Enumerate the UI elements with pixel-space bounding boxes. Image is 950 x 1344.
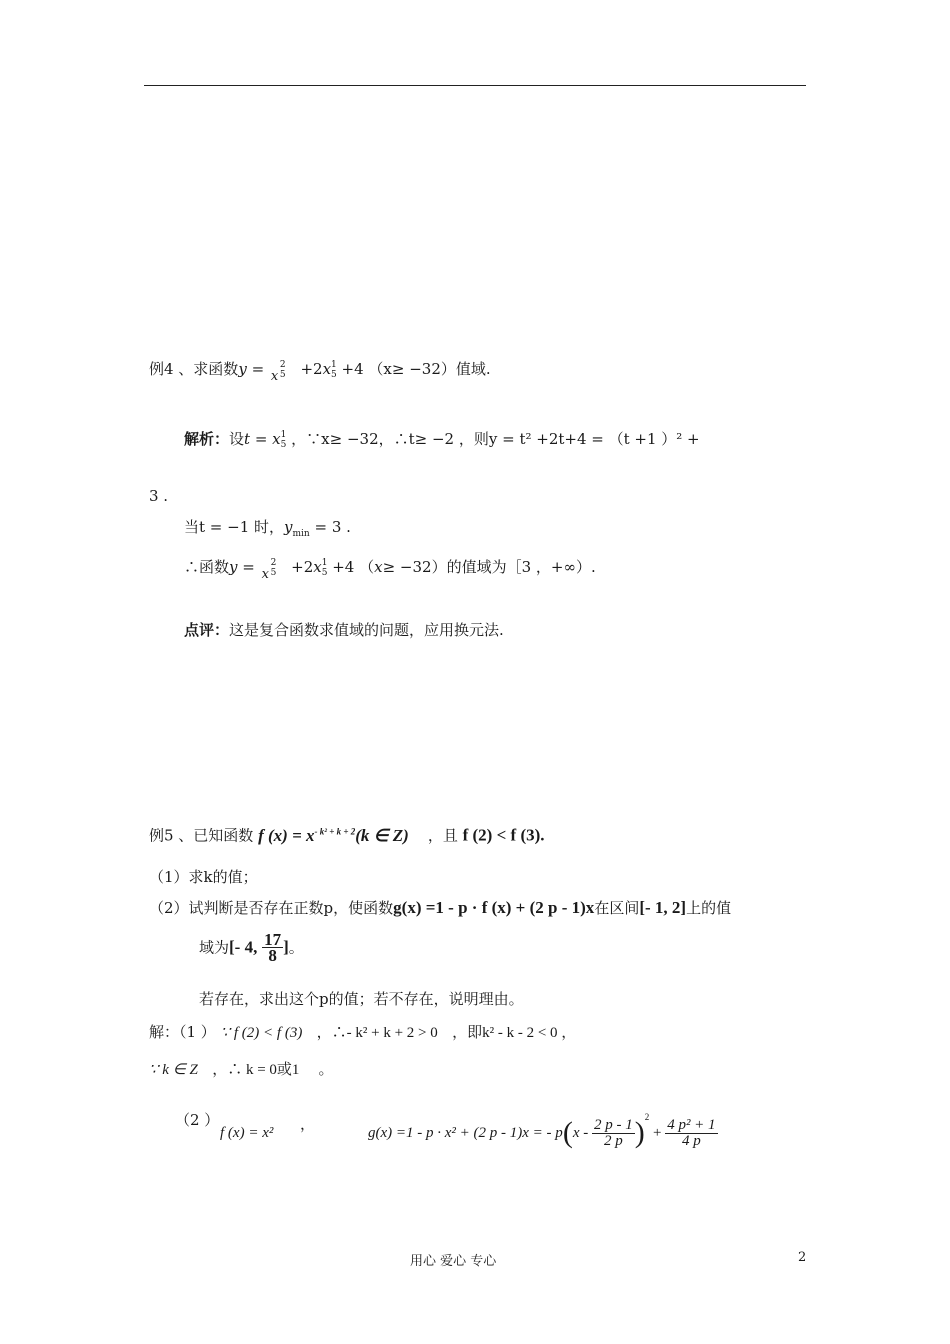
- q2-interval: [- 1, 2]: [639, 898, 687, 917]
- sol2-frac2-num: 4 p² + 1: [667, 1116, 716, 1133]
- ex4-range-label: 值域.: [455, 360, 491, 378]
- sol2-plus: +: [652, 1124, 662, 1141]
- sol2-label: （2 ）: [175, 1111, 220, 1129]
- sol2-frac-den: 2 p: [603, 1132, 623, 1149]
- and-text: ，且: [427, 826, 458, 845]
- sol2-inner: x -: [572, 1124, 589, 1141]
- q2-line2-end: 。: [288, 938, 304, 957]
- ex5-title: 例5 、已知函数: [149, 826, 254, 845]
- sol2-frac-num: 2 p - 1: [593, 1116, 633, 1133]
- ex5-q2-line3: 若存在，求出这个p的值；若不存在，说明理由。: [199, 990, 524, 1008]
- sol-line1-b: ，∴- k² + k + 2 > 0: [316, 1025, 438, 1041]
- when-text: 当t = −1 时，: [184, 518, 285, 536]
- sol2-f: f (x) = x²: [220, 1125, 274, 1141]
- sol-line2-c: 。: [318, 1060, 334, 1078]
- footer-center: 用心 爱心 专心: [410, 1254, 497, 1269]
- analysis-text: ，∵x≥ −32，∴t≥ −2 ，则: [291, 430, 489, 448]
- analysis-cont: 3 .: [149, 487, 169, 505]
- ex5-function: f $(x) = x^{- k^2 + k + 2}(k$ ∈ Z): [258, 825, 409, 845]
- range-den: 8: [268, 946, 277, 965]
- ex4-comment-line: [184, 621, 504, 639]
- sol2-comma: ，: [300, 1115, 316, 1133]
- ex5-q2-line: [149, 899, 731, 917]
- sol2-g-formula: g(x) =1 - p · x² + (2 p - 1)x = - p ( x - $\frac{2 p - 1}{2 p}$ ) $^2$ + $\frac{\text{4 p² + 1}}{4 p}$: [368, 1112, 716, 1149]
- analysis-rhs: y = t² +2t+4 = （t +1 ）² +: [488, 430, 700, 448]
- x-power-two-fifths: x 2 5: [261, 558, 277, 582]
- range-open: [- 4,: [229, 937, 258, 957]
- ex4-conclusion-line: ∴函数y = x 2 5 +2x 1 5 +4 （x≥ −32）的值域为［3 ，+∞）.: [184, 558, 596, 582]
- ex4-analysis-line: 解析：设t = x 1 5 ，∵x≥ −32，∴t≥ −2 ，则y = t² +2t+4 = （t +1 ）² +: [184, 430, 700, 450]
- analysis-label: 解析：: [184, 430, 230, 448]
- x-power-two-fifths: x 2 5: [270, 360, 286, 384]
- comment-text: 这是复合函数求值域的问题，应用换元法.: [229, 621, 504, 639]
- sol-line1-a: ∵ f (2) < f (3): [220, 1025, 303, 1041]
- sol-line2-b: ，∴ k = 0或1: [212, 1062, 300, 1078]
- sol-line2-a: ∵ k ∈ Z: [149, 1062, 198, 1078]
- q2-func: g(x) =1 - p · f (x) + (2 p - 1)x: [393, 898, 595, 917]
- sol-label: 解：（1 ）: [149, 1023, 216, 1041]
- q2-prefix: （2）试判断是否存在正数p，使函数: [149, 899, 394, 917]
- comment-label: 点评：: [184, 621, 230, 639]
- ex4-title-line: 例4 、求函数y = x 2 5 +2x 1 5 +4 （x≥ −32）值域.: [149, 360, 491, 384]
- analysis-set: 设: [229, 430, 245, 448]
- ex5-sol-line1: [149, 1023, 576, 1042]
- conclusion-suffix: 的值域为［3 ，+∞）.: [446, 558, 596, 576]
- f-cond: f (2) < f (3).: [462, 825, 545, 845]
- header-rule: [144, 85, 806, 86]
- page-number: 2: [798, 1250, 807, 1265]
- ymin-text: = 3 .: [314, 518, 351, 536]
- ex5-q1: （1）求k的值；: [149, 868, 258, 886]
- range-num: 17: [264, 930, 282, 949]
- ex5-title-line: [149, 822, 545, 845]
- range-fraction: [262, 932, 283, 963]
- sol-line1-c: ，即k² - k - 2 < 0 ，: [452, 1025, 577, 1041]
- sol2-frac: [592, 1118, 635, 1149]
- sol2-g: g(x) =1 - p · x² + (2 p - 1)x = - p: [368, 1124, 563, 1141]
- sol2-frac2-den: 4 p: [682, 1132, 701, 1149]
- q2-line2-prefix: 域为: [199, 938, 230, 957]
- ex4-title: 例4 、求函数: [149, 360, 239, 378]
- range-close: ]: [283, 937, 289, 957]
- ex4-domain: （x≥ −32）: [368, 360, 456, 378]
- ex5-q2-line2: [199, 932, 304, 963]
- ex4-when-line: 当t = −1 时，$y_{min} = 3$ .: [184, 518, 351, 539]
- ex5-sol-line2: [149, 1060, 334, 1079]
- sol2-frac2: [665, 1118, 717, 1149]
- conclusion-prefix: ∴函数: [184, 558, 230, 576]
- q2-mid: 在区间: [594, 899, 640, 917]
- q2-end: 上的值: [686, 899, 732, 917]
